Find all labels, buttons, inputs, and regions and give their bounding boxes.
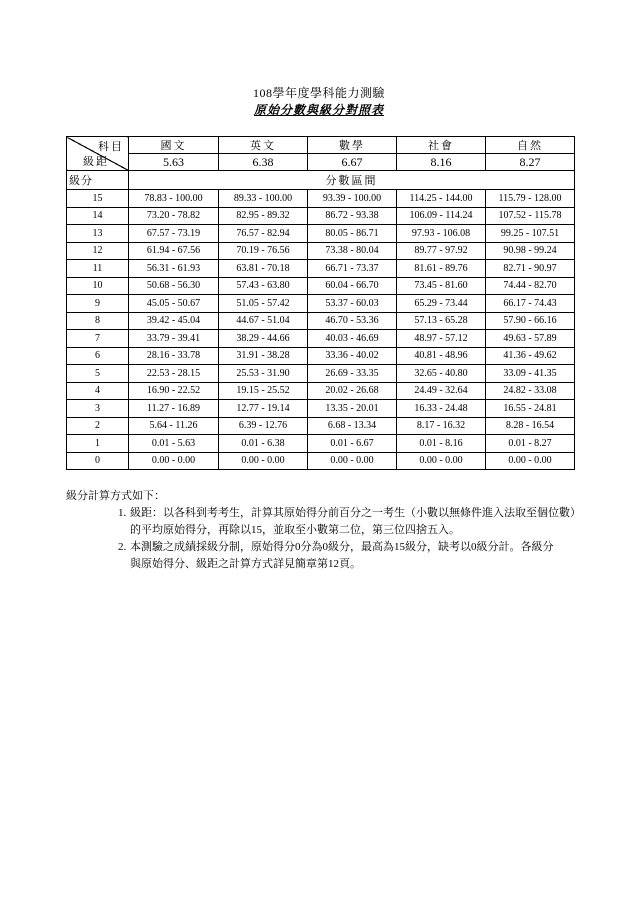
range-cell: 106.09 - 114.24 — [397, 207, 486, 225]
range-cell: 61.94 - 67.56 — [129, 242, 219, 260]
range-cell: 19.15 - 25.52 — [219, 382, 308, 400]
distance-value: 8.16 — [397, 154, 486, 171]
range-cell: 93.39 - 100.00 — [308, 190, 397, 208]
range-cell: 6.68 - 13.34 — [308, 417, 397, 435]
range-cell: 90.98 - 99.24 — [486, 242, 575, 260]
subject-header-label: 科目 — [98, 141, 124, 153]
table-row — [67, 452, 575, 470]
table-row — [67, 225, 575, 243]
range-cell: 16.55 - 24.81 — [486, 400, 575, 418]
range-cell: 13.35 - 20.01 — [308, 400, 397, 418]
range-cell: 82.71 - 90.97 — [486, 260, 575, 278]
level-cell: 13 — [67, 225, 129, 243]
subject-name: 英文 — [219, 137, 308, 154]
table-row — [67, 277, 575, 295]
table-row — [67, 365, 575, 383]
range-cell: 51.05 - 57.42 — [219, 295, 308, 313]
range-cell: 31.91 - 38.28 — [219, 347, 308, 365]
range-cell: 73.45 - 81.60 — [397, 277, 486, 295]
level-cell: 10 — [67, 277, 129, 295]
table-row — [67, 400, 575, 418]
distance-header-label: 級距 — [83, 156, 109, 168]
range-cell: 53.37 - 60.03 — [308, 295, 397, 313]
range-cell: 0.00 - 0.00 — [219, 452, 308, 470]
range-cell: 73.20 - 78.82 — [129, 207, 219, 225]
page-subtitle: 原始分數與級分對照表 — [253, 103, 384, 117]
range-cell: 44.67 - 51.04 — [219, 312, 308, 330]
level-cell: 4 — [67, 382, 129, 400]
range-cell: 41.36 - 49.62 — [486, 347, 575, 365]
range-cell: 81.61 - 89.76 — [397, 260, 486, 278]
range-cell: 45.05 - 50.67 — [129, 295, 219, 313]
range-cell: 73.38 - 80.04 — [308, 242, 397, 260]
range-cell: 80.05 - 86.71 — [308, 225, 397, 243]
notes-intro: 級分計算方式如下： — [66, 490, 165, 502]
score-conversion-table — [66, 136, 575, 470]
subject-name: 社會 — [397, 137, 486, 154]
subject-name: 自然 — [486, 137, 575, 154]
level-header-label: 級分 — [67, 171, 129, 190]
level-cell: 6 — [67, 347, 129, 365]
page-title: 108學年度學科能力測驗 — [252, 86, 385, 100]
range-header-label: 分數區間 — [129, 171, 575, 190]
range-cell: 82.95 - 89.32 — [219, 207, 308, 225]
range-cell: 99.25 - 107.51 — [486, 225, 575, 243]
header-row-ranges — [67, 171, 575, 190]
range-cell: 33.09 - 41.35 — [486, 365, 575, 383]
header-row-distances — [67, 154, 575, 171]
distance-value: 5.63 — [129, 154, 219, 171]
range-cell: 22.53 - 28.15 — [129, 365, 219, 383]
note-text: 與原始得分、級距之計算方式詳見簡章第12頁。 — [130, 558, 361, 570]
level-cell: 14 — [67, 207, 129, 225]
range-cell: 25.53 - 31.90 — [219, 365, 308, 383]
range-cell: 76.57 - 82.94 — [219, 225, 308, 243]
level-cell: 15 — [67, 190, 129, 208]
distance-value: 6.38 — [219, 154, 308, 171]
level-cell: 5 — [67, 365, 129, 383]
range-cell: 57.43 - 63.80 — [219, 277, 308, 295]
corner-header-cell — [67, 137, 129, 171]
table-row — [67, 190, 575, 208]
range-cell: 0.01 - 6.38 — [219, 435, 308, 453]
range-cell: 115.79 - 128.00 — [486, 190, 575, 208]
range-cell: 40.81 - 48.96 — [397, 347, 486, 365]
distance-value: 8.27 — [486, 154, 575, 171]
range-cell: 86.72 - 93.38 — [308, 207, 397, 225]
range-cell: 11.27 - 16.89 — [129, 400, 219, 418]
level-cell: 1 — [67, 435, 129, 453]
level-cell: 7 — [67, 330, 129, 348]
table-row — [67, 435, 575, 453]
range-cell: 56.31 - 61.93 — [129, 260, 219, 278]
range-cell: 26.69 - 33.35 — [308, 365, 397, 383]
range-cell: 63.81 - 70.18 — [219, 260, 308, 278]
table-row — [67, 382, 575, 400]
level-cell: 0 — [67, 452, 129, 470]
table-row — [67, 242, 575, 260]
range-cell: 8.17 - 16.32 — [397, 417, 486, 435]
range-cell: 89.33 - 100.00 — [219, 190, 308, 208]
note-text: 本測驗之成績採級分制，原始得分0分為0級分，最高為15級分，缺考以0級分計。各級分 — [130, 541, 554, 553]
table-row — [67, 417, 575, 435]
range-cell: 78.83 - 100.00 — [129, 190, 219, 208]
range-cell: 5.64 - 11.26 — [129, 417, 219, 435]
table-row — [67, 347, 575, 365]
range-cell: 0.00 - 0.00 — [129, 452, 219, 470]
range-cell: 74.44 - 82.70 — [486, 277, 575, 295]
range-cell: 114.25 - 144.00 — [397, 190, 486, 208]
note-number: 2. — [118, 541, 127, 553]
range-cell: 16.33 - 24.48 — [397, 400, 486, 418]
range-cell: 0.01 - 5.63 — [129, 435, 219, 453]
range-cell: 66.71 - 73.37 — [308, 260, 397, 278]
range-cell: 24.49 - 32.64 — [397, 382, 486, 400]
range-cell: 50.68 - 56.30 — [129, 277, 219, 295]
table-row — [67, 295, 575, 313]
range-cell: 70.19 - 76.56 — [219, 242, 308, 260]
range-cell: 67.57 - 73.19 — [129, 225, 219, 243]
range-cell: 33.36 - 40.02 — [308, 347, 397, 365]
range-cell: 0.00 - 0.00 — [397, 452, 486, 470]
range-cell: 46.70 - 53.36 — [308, 312, 397, 330]
range-cell: 33.79 - 39.41 — [129, 330, 219, 348]
range-cell: 0.01 - 8.16 — [397, 435, 486, 453]
distance-value: 6.67 — [308, 154, 397, 171]
range-cell: 16.90 - 22.52 — [129, 382, 219, 400]
level-cell: 3 — [67, 400, 129, 418]
range-cell: 57.90 - 66.16 — [486, 312, 575, 330]
range-cell: 28.16 - 33.78 — [129, 347, 219, 365]
range-cell: 65.29 - 73.44 — [397, 295, 486, 313]
range-cell: 48.97 - 57.12 — [397, 330, 486, 348]
subject-name: 數學 — [308, 137, 397, 154]
level-cell: 11 — [67, 260, 129, 278]
level-cell: 9 — [67, 295, 129, 313]
range-cell: 32.65 - 40.80 — [397, 365, 486, 383]
range-cell: 0.00 - 0.00 — [486, 452, 575, 470]
range-cell: 66.17 - 74.43 — [486, 295, 575, 313]
range-cell: 8.28 - 16.54 — [486, 417, 575, 435]
range-cell: 38.29 - 44.66 — [219, 330, 308, 348]
note-text: 級距：以各科到考考生，計算其原始得分前百分之一考生（小數以無條件進入法取至個位數） — [130, 507, 581, 519]
range-cell: 97.93 - 106.08 — [397, 225, 486, 243]
table-row — [67, 330, 575, 348]
range-cell: 107.52 - 115.78 — [486, 207, 575, 225]
range-cell: 0.01 - 6.67 — [308, 435, 397, 453]
range-cell: 39.42 - 45.04 — [129, 312, 219, 330]
level-cell: 8 — [67, 312, 129, 330]
range-cell: 89.77 - 97.92 — [397, 242, 486, 260]
subject-name: 國文 — [129, 137, 219, 154]
range-cell: 57.13 - 65.28 — [397, 312, 486, 330]
range-cell: 0.00 - 0.00 — [308, 452, 397, 470]
level-cell: 12 — [67, 242, 129, 260]
range-cell: 24.82 - 33.08 — [486, 382, 575, 400]
note-number: 1. — [118, 507, 127, 519]
range-cell: 40.03 - 46.69 — [308, 330, 397, 348]
range-cell: 0.01 - 8.27 — [486, 435, 575, 453]
table-row — [67, 312, 575, 330]
range-cell: 12.77 - 19.14 — [219, 400, 308, 418]
range-cell: 60.04 - 66.70 — [308, 277, 397, 295]
note-text: 的平均原始得分，再除以15，並取至小數第二位，第三位四捨五入。 — [130, 524, 460, 536]
range-cell: 20.02 - 26.68 — [308, 382, 397, 400]
table-row — [67, 207, 575, 225]
range-cell: 6.39 - 12.76 — [219, 417, 308, 435]
header-row-subjects — [67, 137, 575, 154]
range-cell: 49.63 - 57.89 — [486, 330, 575, 348]
table-row — [67, 260, 575, 278]
level-cell: 2 — [67, 417, 129, 435]
